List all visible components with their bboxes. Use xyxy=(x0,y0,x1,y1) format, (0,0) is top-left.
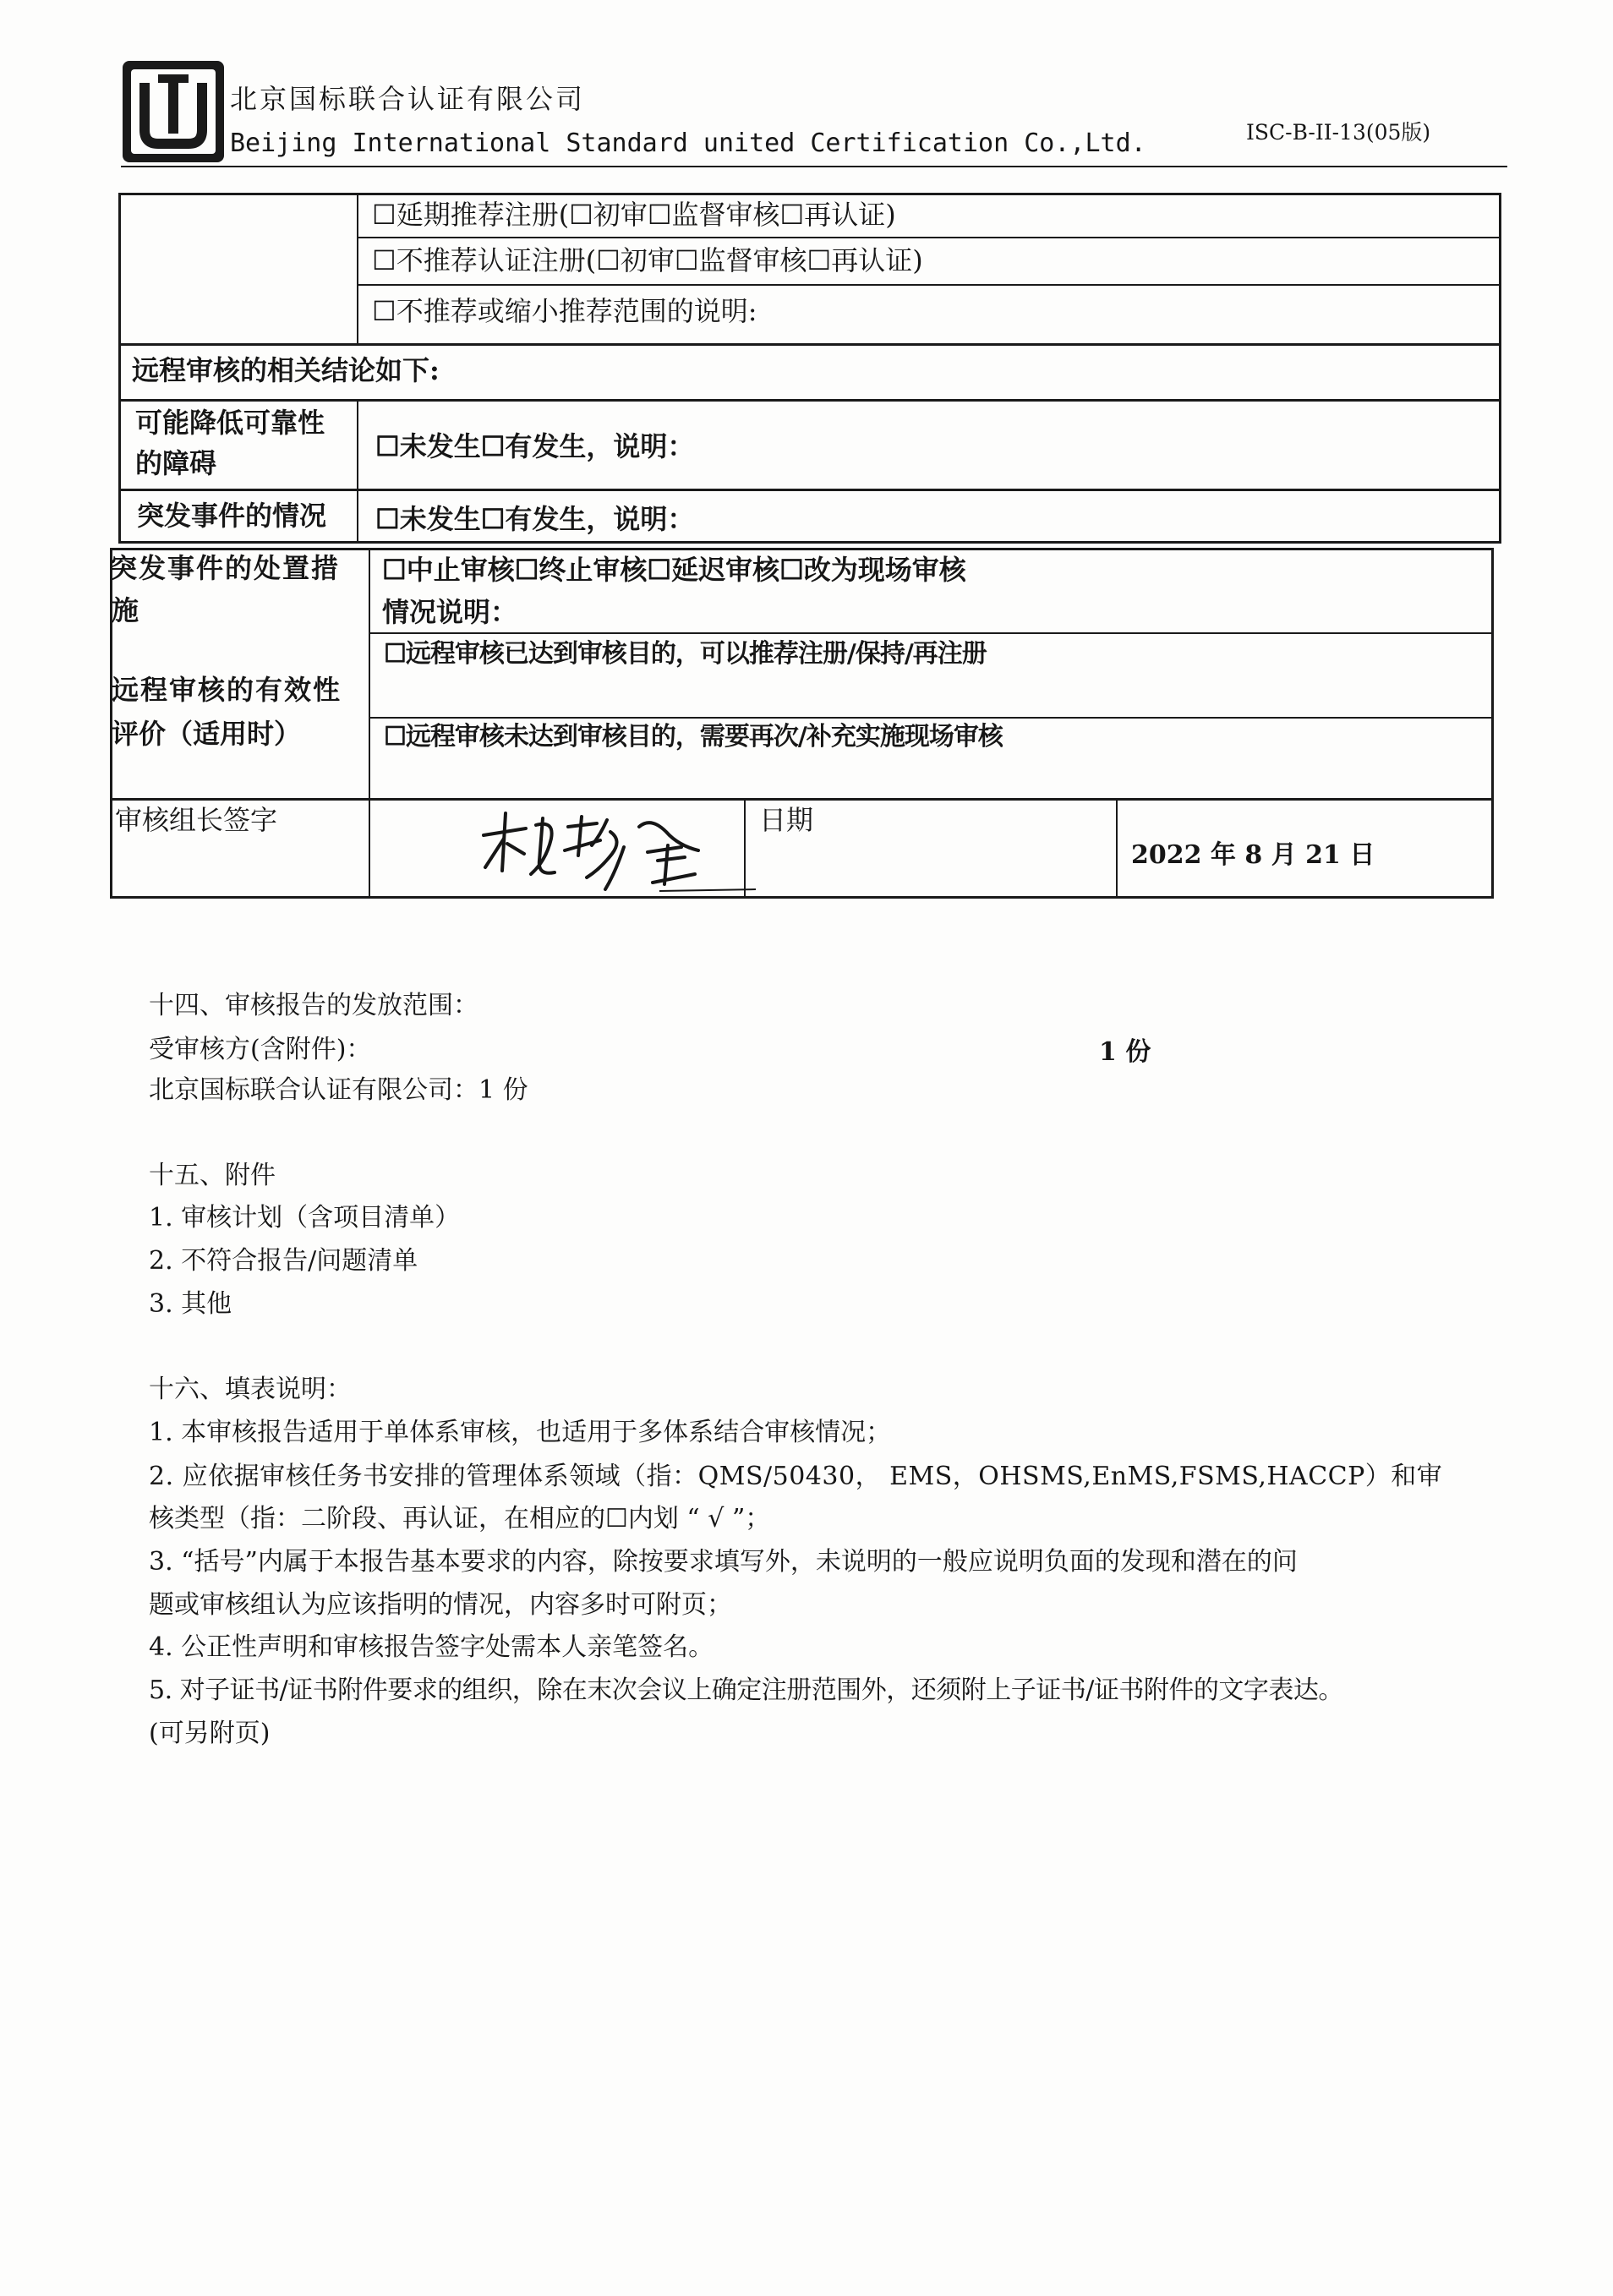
auditor-signature xyxy=(473,801,761,896)
top-table-border xyxy=(118,193,121,544)
instruction-line: (可另附页) xyxy=(149,1719,271,1748)
date-label: 日期 xyxy=(759,804,814,836)
validity-option-not-achieved: ☐远程审核未达到审核目的，需要再次/补充实施现场审核 xyxy=(384,722,1003,752)
bottom-table-rule xyxy=(1116,798,1118,898)
section14-auditee: 受审核方(含附件)： xyxy=(149,1035,372,1064)
remote-audit-heading: 远程审核的相关结论如下: xyxy=(132,354,440,386)
signature-label: 审核组长签字 xyxy=(115,804,278,836)
instruction-line: 1. 本审核报告适用于单体系审核，也适用于多体系结合审核情况； xyxy=(149,1418,892,1447)
validity-option-achieved: ☐远程审核已达到审核目的，可以推荐注册/保持/再注册 xyxy=(384,639,987,669)
instruction-line: 5. 对子证书/证书附件要求的组织，除在末次会议上确定注册范围外，还须附上子证书/证书附件的文字表达。 xyxy=(149,1676,1343,1705)
top-table-border xyxy=(1499,193,1501,544)
bottom-table-rule xyxy=(110,798,1494,801)
company-logo xyxy=(121,59,226,164)
obstacle-value: ☐未发生☐有发生，说明： xyxy=(375,430,695,462)
company-name-en: Beijing International Standard united Certification Co.,Ltd. xyxy=(230,128,1146,158)
instruction-line: 3. “括号”内属于本报告基本要求的内容，除按要求填写外，未说明的一般应说明负面的发现和潜在的问 xyxy=(149,1547,1298,1577)
form-code: ISC-B-II-13(05版) xyxy=(1246,120,1431,145)
option-delay-recommend: ☐延期推荐注册(☐初审☐监督审核☐再认证) xyxy=(372,199,896,231)
validity-label: 远程审核的有效性 xyxy=(112,674,342,706)
section14-title: 十四、审核报告的发放范围： xyxy=(149,991,478,1020)
section14-company: 北京国标联合认证有限公司：1 份 xyxy=(149,1075,528,1105)
section15-title: 十五、附件 xyxy=(149,1161,276,1190)
top-table-border xyxy=(118,541,1501,544)
instruction-line: 核类型（指：二阶段、再认证，在相应的☐内划 “ √ ”； xyxy=(149,1504,771,1533)
bottom-table-border xyxy=(110,896,1494,899)
section14-auditee-count: 1 份 xyxy=(1099,1037,1151,1067)
company-name-cn: 北京国标联合认证有限公司 xyxy=(230,83,586,115)
date-value: 2022 年 8 月 21 日 xyxy=(1131,840,1375,870)
top-table-rule xyxy=(357,237,1501,238)
measures-options: ☐中止审核☐终止审核☐延迟审核☐改为现场审核 xyxy=(382,554,966,586)
measures-label: 施 xyxy=(112,594,139,626)
attachment-item: 3. 其他 xyxy=(149,1289,232,1319)
top-table-rule xyxy=(357,193,358,345)
bottom-table-border xyxy=(1491,548,1494,899)
measures-label: 突发事件的处置措 xyxy=(110,552,341,584)
attachment-item: 1. 审核计划（含项目清单） xyxy=(149,1203,461,1233)
emergency-label: 突发事件的情况 xyxy=(137,500,327,532)
obstacle-label: 可能降低可靠性 xyxy=(135,407,325,439)
top-table-rule xyxy=(118,399,1501,402)
top-table-border xyxy=(118,193,1501,195)
bottom-table-rule xyxy=(369,632,1494,634)
section16-title: 十六、填表说明： xyxy=(149,1375,352,1404)
validity-label: 评价（适用时） xyxy=(112,718,302,750)
attachment-item: 2. 不符合报告/问题清单 xyxy=(149,1246,418,1276)
measures-explanation: 情况说明： xyxy=(382,596,518,628)
bottom-table-rule xyxy=(369,548,370,899)
emergency-value: ☐未发生☐有发生，说明： xyxy=(375,503,695,535)
instruction-line: 2. 应依据审核任务书安排的管理体系领域（指：QMS/50430， EMS，OHSMS,EnMS,FSMS,HACCP）和审 xyxy=(149,1462,1443,1491)
top-table-rule xyxy=(118,343,1501,346)
header-rule xyxy=(121,166,1507,167)
top-table-rule xyxy=(357,399,358,543)
instruction-line: 题或审核组认为应该指明的情况，内容多时可附页； xyxy=(149,1590,732,1620)
option-scope-explanation: ☐不推荐或缩小推荐范围的说明: xyxy=(372,295,757,327)
option-not-recommend: ☐不推荐认证注册(☐初审☐监督审核☐再认证) xyxy=(372,244,923,276)
obstacle-label: 的障碍 xyxy=(135,447,217,479)
top-table-rule xyxy=(118,489,1501,491)
top-table-rule xyxy=(357,284,1501,286)
instruction-line: 4. 公正性声明和审核报告签字处需本人亲笔签名。 xyxy=(149,1632,714,1662)
